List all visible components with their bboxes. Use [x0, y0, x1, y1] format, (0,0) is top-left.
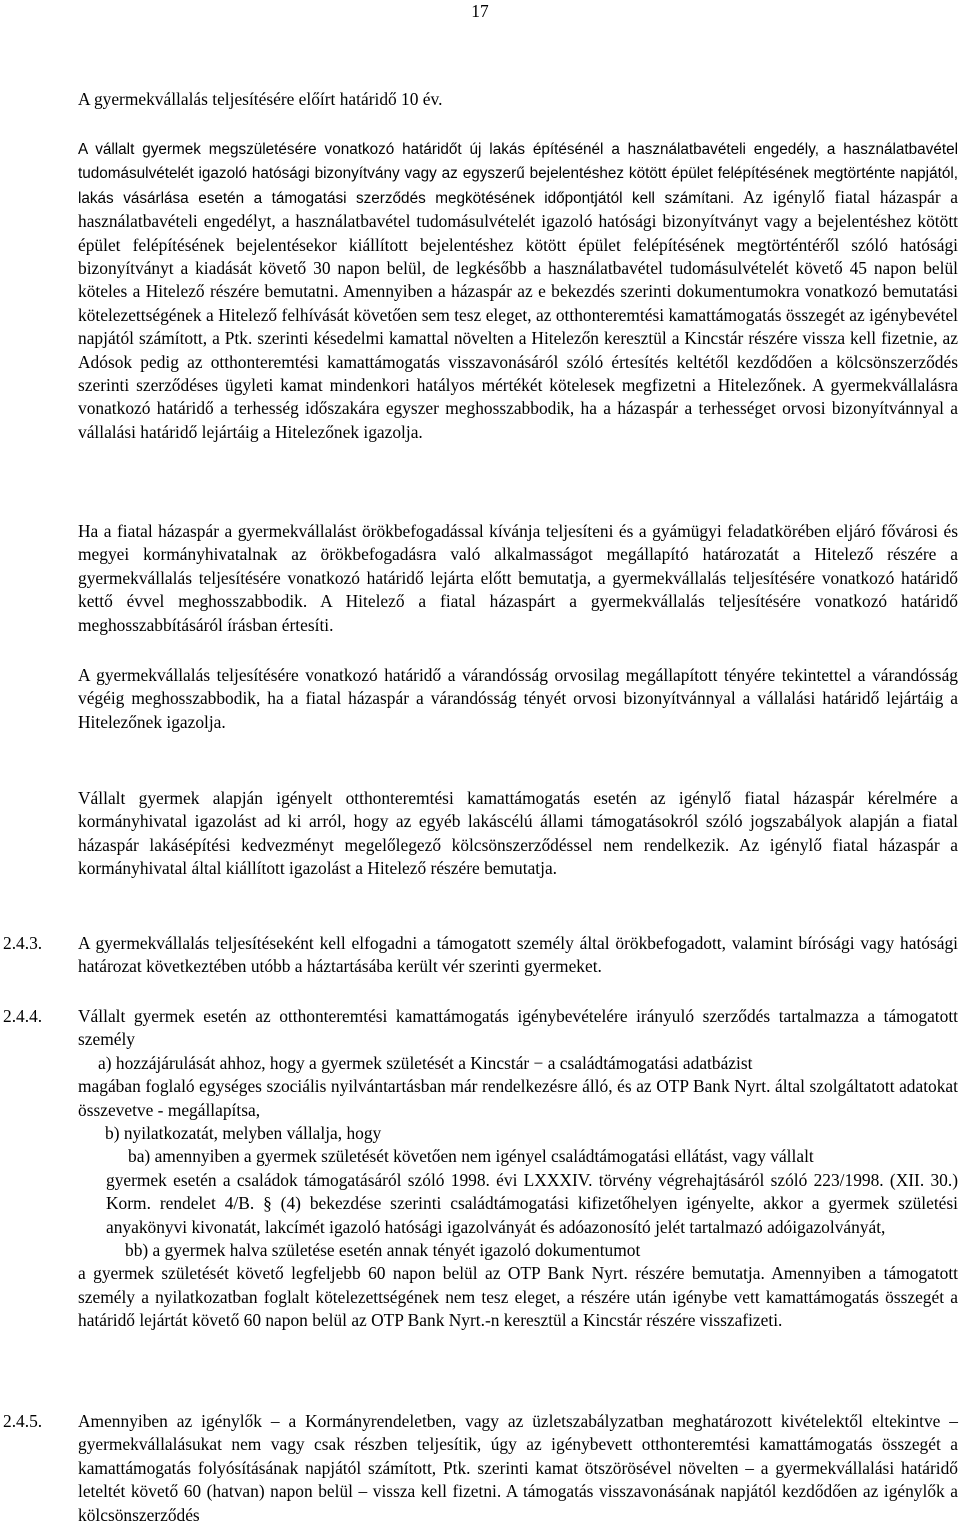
item-a-continuation: magában foglaló egységes szociális nyilvántartásban már rendelkezésre álló, és az OTP Bank Nyrt. által szolgáltatott adatokat összevetve - megállapítsa,: [78, 1076, 958, 1120]
section-number: 2.4.4.: [3, 1006, 43, 1026]
item-b-text: nyilatkozatát, melyben vállalja, hogy: [123, 1123, 382, 1144]
paragraph-pregnancy: A gyermekvállalás teljesítésére vonatkozó határidő a várandósság orvosilag megállapított tényére tekintettel a várandósság végéig meghosszabbodik, ha a fiatal házaspár a várandósság tényét orvosi bizonyítvánnyal a vállalási határidő lejártáig a Hitelezőnek igazolja.: [78, 665, 958, 732]
item-a-first-line: hozzájárulását ahhoz, hogy a gyermek születését a Kincstár − a családtámogatási adatbázist: [115, 1052, 753, 1073]
item-bb: [78, 1239, 958, 1262]
paragraph-government-certificate: Vállalt gyermek alapján igényelt otthonteremtési kamattámogatás esetén az igénylő fiatal házaspár kérelmére a kormányhivatal igazolást ad ki arról, hogy az egyéb lakáscélú állami támogatásokról szóló jogszabályok alapján a fiatal házaspár lakásépítési kedvezményt megelőlegező kölcsönszerződéssel nem rendelkezik. Az igénylő fiatal házaspár a kormányhivatal által kiállított igazolást a Hitelező részére bemutatja.: [78, 788, 958, 879]
item-bb-text: a gyermek halva születése esetén annak tényét igazoló dokumentumot: [152, 1240, 641, 1261]
section-text: A gyermekvállalás teljesítéseként kell elfogadni a támogatott személy által örökbefogadott, valamint bírósági vagy hatósági határozat következtében utóbb a háztartásába került vér szerinti gyermeket.: [78, 933, 958, 977]
item-a: [78, 1052, 958, 1122]
item-ba-continuation: gyermek esetén a családok támogatásáról szóló 1998. évi LXXXIV. törvény végrehajtásáról szóló 223/1998. (XII. 30.) Korm. rendelet 4/B. § (4) bekezdése szerinti családtámogatási kifizetőhelyen igényelte, akkor a gyermek születési anyakönyvi kivonatát, lakcímét igazoló hatósági igazolványát és adóazonosító jelét tartalmazó adóigazolványát,: [106, 1169, 958, 1237]
item-bb-label: bb): [125, 1240, 149, 1261]
item-b: [78, 1122, 958, 1145]
item-b-label: b): [105, 1123, 120, 1144]
paragraph-deadline-calculation-body: Az igénylő fiatal házaspár a használatbavételi engedélyt, a használatbavétel tudomásulvételét igazoló hatósági bizonyítványt vagy a bejelentéshez kötött épület felépítésének bejelentésekor kiállított bejelentéshez kötött épület felépítésének megtörténtéről szóló hatósági bizonyítványt a kiadását követő 30 napon belül, de legkésőbb a használatbavétel tudomásulvételét követő 45 napon belül köteles a Hitelező részére bemutatni. Amennyiben a házaspár az e bekezdés szerinti dokumentumokra vonatkozó bemutatási kötelezettségének a Hitelező felhívását követően sem tesz eleget, az otthonteremtési kamattámogatás összegét az igénybevétel napjától számított, a Ptk. szerinti késedelmi kamattal növelten a Hitelezőn keresztül a Kincstár részére vissza kell fizetnie, az Adósok pedig az otthonteremtési kamattámogatás visszavonásáról szóló értesítés keltétől kezdődően a kölcsönszerződés szerinti szerződéses ügyleti kamat mindenkori hatályos mértékét kötelesek megfizetni a Hitelezőnek. A gyermekvállalásra vonatkozó határidő a terhesség időszakára egyszer meghosszabbodik, ha a házaspár a terhességet orvosi bizonyítvánnyal a vállalási határidő lejártáig a Hitelezőnek igazolja.: [78, 186, 958, 442]
deadline-statement: A gyermekvállalás teljesítésére előírt határidő 10 év.: [78, 89, 443, 109]
item-ba-label: ba): [128, 1146, 151, 1167]
section-intro: Vállalt gyermek esetén az otthonteremtési kamattámogatás igénybevételére irányuló szerződés tartalmazza a támogatott személy: [78, 1006, 958, 1050]
paragraph-adoption: Ha a fiatal házaspár a gyermekvállalást örökbefogadással kívánja teljesíteni és a gyámügyi feladatkörében eljáró fővárosi és megyei kormányhivatalnak az örökbefogadásra való alkalmasságot megállapító határozatát a Hitelező részére a gyermekvállalás teljesítésére vonatkozó határidő lejárta előtt bemutatja, a gyermekvállalás teljesítésére vonatkozó határidő kettő évvel meghosszabbodik. A Hitelező a fiatal házaspárt a gyermekvállalás teljesítésére vonatkozó határidő meghosszabbításáról írásban értesíti.: [78, 521, 958, 635]
page-number: 17: [471, 1, 489, 21]
section-number: 2.4.5.: [3, 1411, 43, 1431]
section-text: Amennyiben az igénylők – a Kormányrendeletben, vagy az üzletszabályzatban meghatározott kivételektől eltekintve – gyermekvállalásukat nem vagy csak részben teljesítik, úgy az igénybevett otthonteremtési kamattámogatás összegét a kamattámogatás folyósításának napjától számított, Ptk. szerinti kamat ötszörösével növelten – a gyermekvállalási határidő leteltét követő 60 (hatvan) napon belül – vissza kell fizetni. A támogatás visszavonásának napjától kezdődően az igénylők a kölcsönszerződés: [78, 1411, 958, 1525]
section-2-4-3: [3, 932, 958, 979]
section-2-4-4: [3, 1005, 958, 1333]
paragraph-deadline-calculation: [78, 137, 958, 444]
item-ba: [78, 1145, 958, 1239]
paragraph-deadline-calculation-lead: A vállalt gyermek megszületésére vonatkozó határidőt új lakás építésénél a használatbavételi engedély, a használatbavétel tudomásulvételét igazoló hatósági bizonyítvány vagy az egyszerű bejelentéshez kötött épület felépítésének megtörténte napjától, lakás vásárlása esetén a támogatási szerződés megkötésének időpontjától kell számítani.: [78, 141, 958, 207]
item-a-label: a): [98, 1052, 112, 1073]
section-2-4-5: [3, 1410, 958, 1527]
section-number: 2.4.3.: [3, 933, 43, 953]
item-ba-first-line: amennyiben a gyermek születését követően nem igényel családtámogatási ellátást, vagy vállalt: [154, 1146, 814, 1167]
section-closing: a gyermek születését követő legfeljebb 60 napon belül az OTP Bank Nyrt. részére bemutatja. Amennyiben a támogatott személy a nyilatkozatban foglalt kötelezettségének nem tesz eleget, a részére után igénybe vett kamattámogatás összegét a határidő lejártát követő 60 napon belül az OTP Bank Nyrt.-n keresztül a Kincstár részére visszafizeti.: [78, 1263, 958, 1331]
